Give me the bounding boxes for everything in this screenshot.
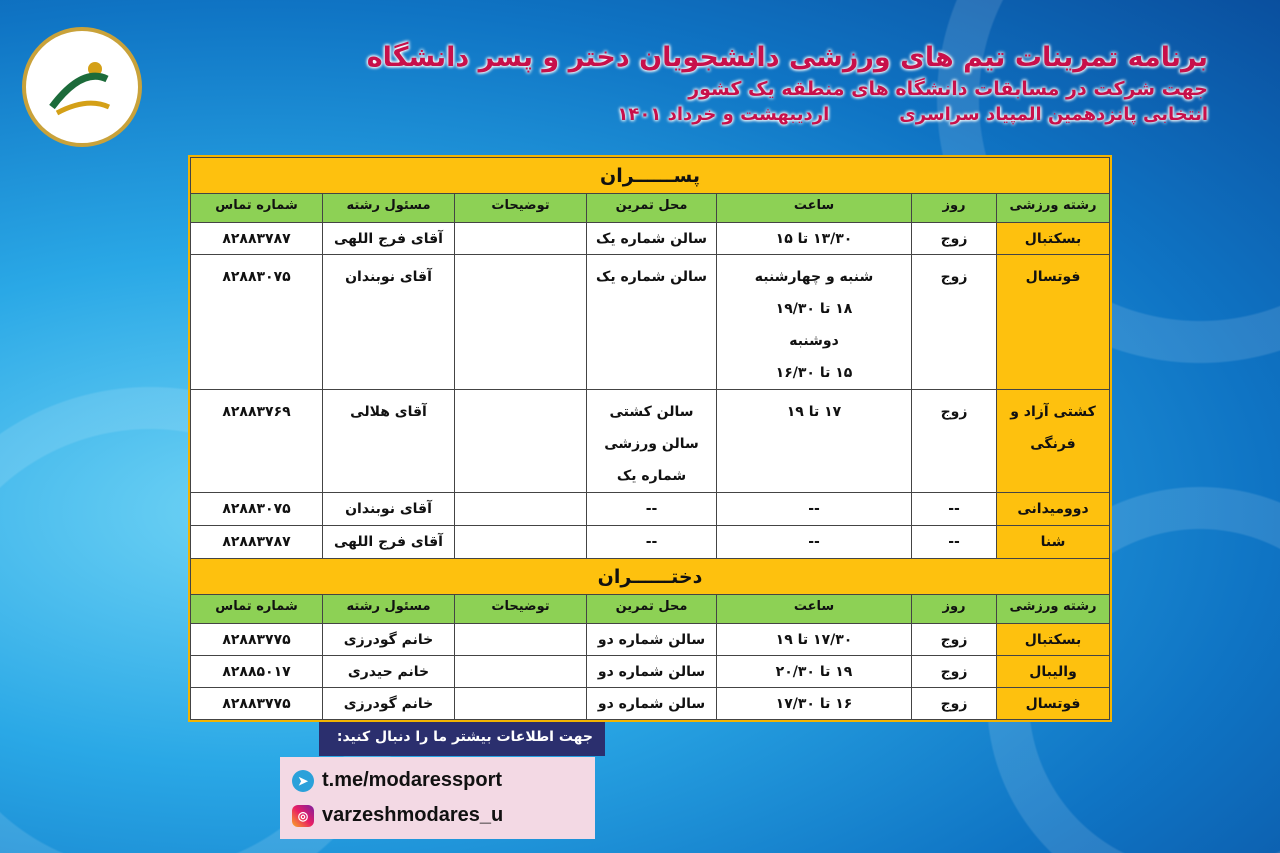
time-cell <box>717 688 912 720</box>
manager-cell: خانم گودرزی <box>323 624 455 656</box>
table-row <box>191 255 1110 390</box>
manager-cell: آقای هلالی <box>323 390 455 493</box>
phone-cell: ۸۲۸۸۳۰۷۵ <box>191 493 323 526</box>
manager-cell: آقای فرج اللهی <box>323 526 455 559</box>
day-cell: زوج <box>912 656 997 688</box>
place-cell <box>587 624 717 656</box>
place-line: سالن شماره دو <box>597 663 706 680</box>
place-line: سالن شماره یک <box>596 269 707 285</box>
day-cell: زوج <box>912 223 997 255</box>
table-row <box>191 223 1110 255</box>
time-line: دوشنبه <box>789 333 839 349</box>
place-cell <box>587 390 717 493</box>
column-header: روز <box>912 595 997 624</box>
column-header: رشته ورزشی <box>997 194 1110 223</box>
girls-section-title <box>191 559 1110 595</box>
column-header: توضیحات <box>455 595 587 624</box>
sport-cell: کشتی آزاد و فرنگی <box>997 390 1110 493</box>
manager-cell: آقای فرج اللهی <box>323 223 455 255</box>
column-header: ساعت <box>717 595 912 624</box>
table-row <box>191 390 1110 493</box>
title-line-3a: انتخابی پانزدهمین المپیاد سراسری <box>899 104 1208 125</box>
time-line: ۱۸ تا ۱۹/۳۰ <box>775 301 853 317</box>
title-line-2: جهت شرکت در مسابقات دانشگاه های منطقه یک کشور <box>688 78 1208 100</box>
university-logo <box>22 27 142 147</box>
column-header: مسئول رشته <box>323 595 455 624</box>
time-line: شنبه و چهارشنبه <box>754 269 874 285</box>
manager-cell: آقای نوبندان <box>323 255 455 390</box>
column-header: توضیحات <box>455 194 587 223</box>
time-line: ۱۷/۳۰ تا ۱۹ <box>775 631 853 648</box>
table-row <box>191 656 1110 688</box>
phone-cell: ۸۲۸۸۳۰۷۵ <box>191 255 323 390</box>
sport-cell: دوومیدانی <box>997 493 1110 526</box>
place-line: -- <box>645 534 658 550</box>
place-cell <box>587 688 717 720</box>
phone-cell: ۸۲۸۸۳۷۶۹ <box>191 390 323 493</box>
manager-cell: آقای نوبندان <box>323 493 455 526</box>
place-line: سالن ورزشی <box>604 436 699 452</box>
place-line: سالن شماره یک <box>596 230 707 247</box>
instagram-icon: ◎ <box>292 805 314 827</box>
header-row <box>191 595 1110 624</box>
notes-cell <box>455 656 587 688</box>
column-header: شماره تماس <box>191 595 323 624</box>
time-line: ۱۷ تا ۱۹ <box>786 404 842 420</box>
time-cell <box>717 255 912 390</box>
place-cell <box>587 255 717 390</box>
header-row <box>191 194 1110 223</box>
notes-cell <box>455 688 587 720</box>
notes-cell <box>455 526 587 559</box>
day-cell: زوج <box>912 688 997 720</box>
sport-cell: بسکتبال <box>997 223 1110 255</box>
phone-cell: ۸۲۸۸۳۷۷۵ <box>191 688 323 720</box>
time-cell <box>717 624 912 656</box>
place-line: سالن شماره دو <box>597 631 706 648</box>
phone-cell: ۸۲۸۸۳۷۷۵ <box>191 624 323 656</box>
place-line: شماره یک <box>616 468 687 484</box>
time-cell <box>717 526 912 559</box>
day-cell: زوج <box>912 255 997 390</box>
section-title: دختــــــران <box>191 559 1110 595</box>
sport-cell: بسکتبال <box>997 624 1110 656</box>
time-line: ۱۹ تا ۲۰/۳۰ <box>775 663 853 680</box>
column-header: روز <box>912 194 997 223</box>
sport-cell: والیبال <box>997 656 1110 688</box>
place-line: -- <box>645 501 658 517</box>
place-cell <box>587 493 717 526</box>
time-cell <box>717 656 912 688</box>
place-cell <box>587 526 717 559</box>
telegram-icon: ➤ <box>292 770 314 792</box>
telegram-handle[interactable]: t.me/modaressport <box>322 769 503 791</box>
time-line: -- <box>808 501 820 517</box>
time-cell <box>717 223 912 255</box>
social-links <box>280 757 595 839</box>
manager-cell: خانم حیدری <box>323 656 455 688</box>
phone-cell: ۸۲۸۸۳۷۸۷ <box>191 526 323 559</box>
title-line-3b: اردیبهشت و خرداد ۱۴۰۱ <box>617 104 830 125</box>
schedule-table <box>188 155 1112 722</box>
day-cell: زوج <box>912 624 997 656</box>
poster-title <box>367 40 1208 128</box>
telegram-link[interactable] <box>292 763 583 798</box>
table-row <box>191 688 1110 720</box>
place-cell <box>587 656 717 688</box>
notes-cell <box>455 223 587 255</box>
time-line: ۱۳/۳۰ تا ۱۵ <box>775 230 853 247</box>
column-header: رشته ورزشی <box>997 595 1110 624</box>
sport-cell: شنا <box>997 526 1110 559</box>
column-header: شماره تماس <box>191 194 323 223</box>
phone-cell: ۸۲۸۸۳۷۸۷ <box>191 223 323 255</box>
table-row <box>191 624 1110 656</box>
column-header: محل تمرین <box>587 194 717 223</box>
time-line: ۱۵ تا ۱۶/۳۰ <box>775 365 853 381</box>
table-row <box>191 493 1110 526</box>
instagram-handle[interactable]: varzeshmodares_u <box>322 804 504 826</box>
section-title: پســــــران <box>191 158 1110 194</box>
time-cell <box>717 493 912 526</box>
follow-banner: جهت اطلاعات بیشتر ما را دنبال کنید: <box>319 722 605 756</box>
time-cell <box>717 390 912 493</box>
place-line: سالن شماره دو <box>597 695 706 712</box>
title-line-1: برنامه تمرینات تیم های ورزشی دانشجویان دختر و پسر دانشگاه <box>366 42 1208 73</box>
day-cell: -- <box>912 493 997 526</box>
table-row <box>191 526 1110 559</box>
column-header: مسئول رشته <box>323 194 455 223</box>
column-header: محل تمرین <box>587 595 717 624</box>
runner-icon <box>47 57 117 117</box>
day-cell: -- <box>912 526 997 559</box>
instagram-link[interactable] <box>292 798 583 833</box>
notes-cell <box>455 390 587 493</box>
notes-cell <box>455 255 587 390</box>
day-cell: زوج <box>912 390 997 493</box>
place-line: سالن کشتی <box>609 404 694 420</box>
notes-cell <box>455 624 587 656</box>
column-header: ساعت <box>717 194 912 223</box>
place-cell <box>587 223 717 255</box>
manager-cell: خانم گودرزی <box>323 688 455 720</box>
phone-cell: ۸۲۸۸۵۰۱۷ <box>191 656 323 688</box>
notes-cell <box>455 493 587 526</box>
time-line: ۱۶ تا ۱۷/۳۰ <box>775 695 853 712</box>
sport-cell: فوتسال <box>997 255 1110 390</box>
sport-cell: فوتسال <box>997 688 1110 720</box>
boys-section-title <box>191 158 1110 194</box>
time-line: -- <box>808 534 820 550</box>
